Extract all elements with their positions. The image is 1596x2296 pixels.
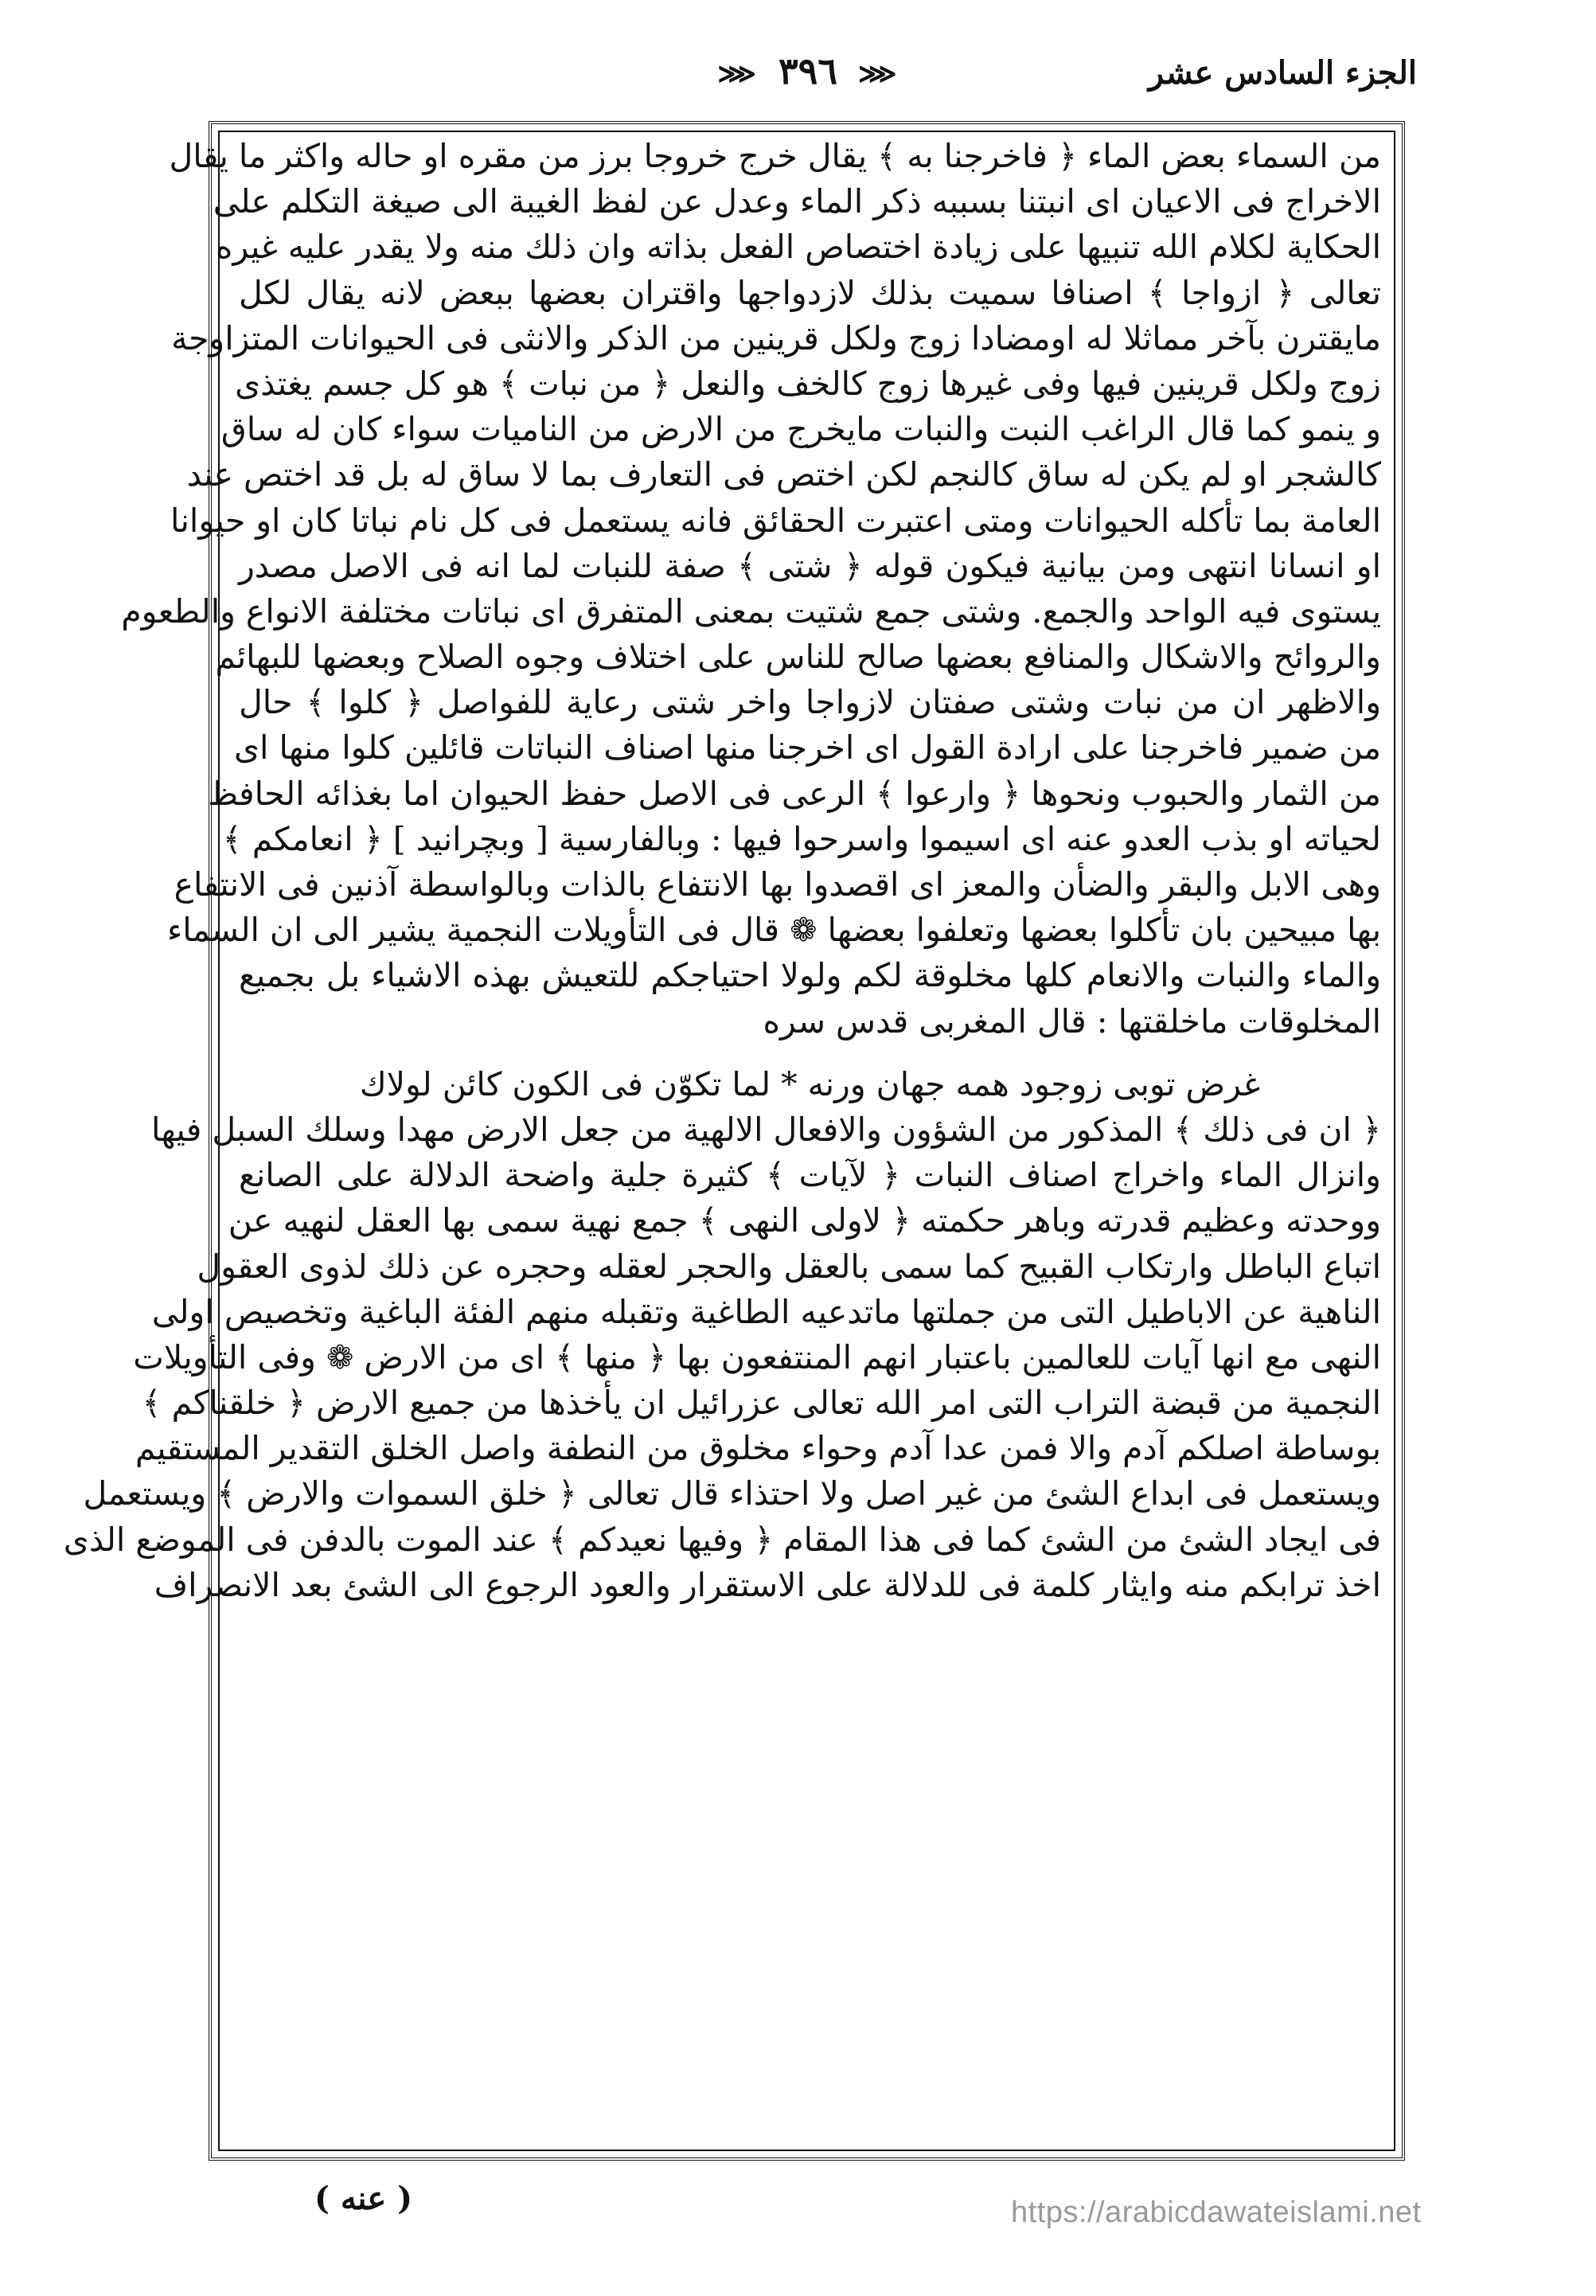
text-line: النهى مع انها آيات للعالمين باعتبار انهم المنتفعون بها ﴿ منها ﴾ اى من الارض ❁ وفى التأويلات	[133, 1337, 1381, 1376]
text-line: والروائح والاشكال والمنافع بعضها صالح للناس على اختلاف وجوه الصلاح وبعضها للبهائم	[215, 638, 1381, 677]
catchword: ( عنه )	[314, 2180, 413, 2217]
body-text	[63, 134, 1381, 1608]
page-header	[199, 49, 1417, 105]
text-line: والاظهر ان من نبات وشتى صفتان لازواجا واخر شتى رعاية للفواصل ﴿ كلوا ﴾ حال	[239, 683, 1381, 722]
text-line: وهى الابل والبقر والضأن والمعز اى اقصدوا بها الانتفاع بالذات وبالواسطة آذنين فى الانتفاع	[174, 865, 1381, 904]
text-line: ويستعمل فى ابداع الشئ من غير اصل ولا احتذاء قال تعالى ﴿ خلق السموات والارض ﴾ ويستعمل	[83, 1474, 1381, 1513]
text-line: بوساطة اصلكم آدم والا فمن عدا آدم وحواء مخلوق من النطفة واصل الخلق التقدير المستقيم	[135, 1429, 1381, 1468]
text-line: ووحدته وعظيم قدرته وباهر حكمته ﴿ لاولى النهى ﴾ جمع نهية سمى بها العقل لنهيه عن	[228, 1201, 1381, 1240]
text-line: و ينمو كما قال الراغب النبت والنبات مايخرج من الارض من الناميات سواء كان له ساق	[220, 410, 1381, 449]
verse-spacer	[239, 1045, 1381, 1062]
text-line: ﴿ ان فى ذلك ﴾ المذكور من الشؤون والافعال الالهية من جعل الارض مهدا وسلك السبل فيها	[150, 1110, 1381, 1149]
text-line: لحياته او بذب العدو عنه اى اسيموا واسرحوا فيها : وبالفارسية [ وبچرانيد ] ﴿ انعامكم ﴾	[222, 819, 1381, 858]
text-line: اخذ ترابكم منه وايثار كلمة فى للدلالة على الاستقرار والعود الرجوع الى الشئ بعد الانصراف	[154, 1565, 1381, 1604]
text-line: وانزال الماء واخراج اصناف النبات ﴿ لآيات ﴾ كثيرة جلية واضحة الدلالة على الصانع	[239, 1156, 1381, 1195]
text-line: بها مبيحين بان تأكلوا بعضها وتعلفوا بعضها ❁ قال فى التأويلات النجمية يشير الى ان السماء	[166, 911, 1381, 950]
text-line: زوج ولكل قرينين فيها وفى غيرها زوج كالخف والنعل ﴿ من نبات ﴾ هو كل جسم يغتذى	[235, 364, 1381, 403]
text-line: الحكاية لكلام الله تنبيها على زيادة اختصاص الفعل بذاته وان ذلك منه ولا يقدر عليه غيره	[215, 228, 1381, 267]
text-line: من الثمار والحبوب ونحوها ﴿ وارعوا ﴾ الرعى فى الاصل حفظ الحيوان اما بغذائه الحافظ	[208, 774, 1381, 813]
page-number-block	[199, 49, 1417, 92]
watermark-url: https://arabicdawateislami.net	[1011, 2196, 1422, 2229]
text-line: اتباع الباطل وارتكاب القبيح كما سمى بالعقل والحجر لعقله وحجره عن ذلك لذوى العقول	[197, 1247, 1381, 1286]
verse-line: غرض توبى زوجود همه جهان ورنه * لما تكوّن فى الكون كائن لولاك	[359, 1064, 1261, 1103]
text-line: من ضمير فاخرجنا على ارادة القول اى اخرجنا منها اصناف النباتات قائلين كلوا منها اى	[233, 728, 1381, 767]
text-line: الاخراج فى الاعيان اى انبتنا بسببه ذكر الماء وعدل عن لفظ الغيبة الى صيغة التكلم على	[213, 182, 1381, 221]
text-line: او انسانا انتهى ومن بيانية فيكون قوله ﴿ شتى ﴾ صفة للنبات لما انه فى الاصل مصدر	[239, 546, 1381, 585]
text-line: النجمية من قبضة التراب التى امر الله تعالى عزرائيل ان يأخذها من جميع الارض ﴿ خلقناكم ﴾	[142, 1384, 1381, 1423]
text-line: العامة بما تأكله الحيوانات ومتى اعتبرت الحقائق فانه يستعمل فى كل نام نباتا كان او حيوانا	[170, 501, 1381, 540]
text-line: مايقترن بآخر مماثلا له اومضادا زوج ولكل قرينين من الذكر والانثى فى الحيوانات المتزاوجة	[171, 318, 1381, 357]
ornament-icon: ⋘	[858, 58, 899, 90]
page-number: ٣٩٦	[778, 49, 838, 92]
text-line: كالشجر او لم يكن له ساق كالنجم لكن اختص فى التعارف بما لا ساق له بل قد اختص عند	[186, 455, 1381, 494]
running-head: الجزء السادس عشر	[1148, 54, 1417, 92]
text-line: من السماء بعض الماء ﴿ فاخرجنا به ﴾ يقال خرج خروجا برز من مقره او حاله واكثر ما يقال	[169, 137, 1381, 175]
text-line: يستوى فيه الواحد والجمع. وشتى جمع شتيت بمعنى المتفرق اى نباتات مختلفة الانواع والطعوم	[121, 592, 1381, 631]
text-line: فى ايجاد الشئ من الشئ كما فى هذا المقام ﴿ وفيها نعيدكم ﴾ عند الموت بالدفن فى الموضع الذى	[63, 1520, 1381, 1559]
ornament-icon: ⋘	[717, 58, 758, 90]
text-line: والماء والنبات والانعام كلها مخلوقة لكم ولولا احتياجكم للتعيش بهذه الاشياء بل بجميع	[239, 956, 1381, 995]
text-line: الناهية عن الاباطيل التى من جملتها ماتدعيه الطاغية وتقبله منهم الفئة الباغية وتخصيص اولى	[151, 1292, 1381, 1331]
text-line: تعالى ﴿ ازواجا ﴾ اصنافا سميت بذلك لازدواجها واقتران بعضها ببعض لانه يقال لكل	[239, 273, 1381, 312]
text-line: المخلوقات ماخلقتها : قال المغربى قدس سره	[763, 1002, 1381, 1041]
